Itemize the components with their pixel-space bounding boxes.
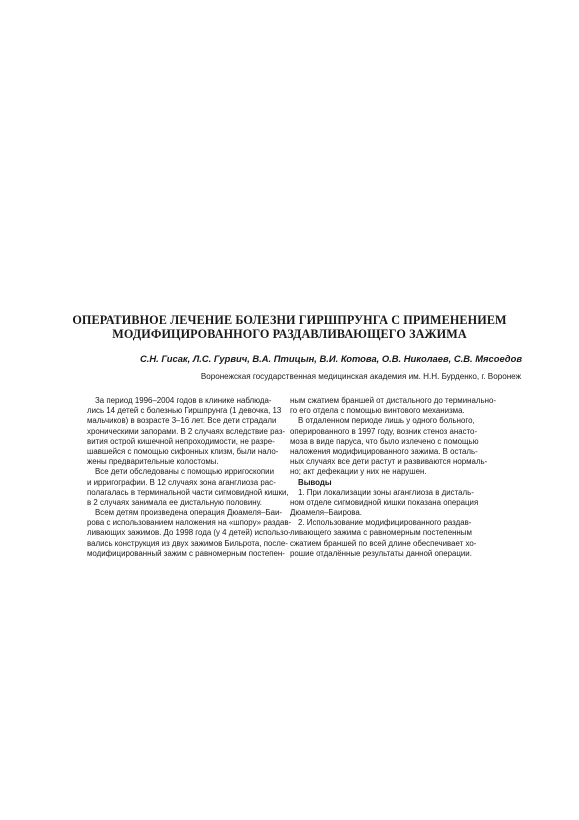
article-authors: С.Н. Гисак, Л.С. Гурвич, В.А. Птицын, В.И. Котова, О.В. Николаев, С.В. Мясоедов — [140, 353, 522, 364]
body-column-left — [87, 396, 292, 559]
article-title — [60, 313, 519, 341]
body-text-line: ливающего зажима с равномерным постепенным — [290, 528, 472, 538]
body-text-line: но; акт дефекации у них не нарушен. — [290, 467, 427, 477]
body-text-line: вития острой кишечной непроходимости, не разре- — [87, 436, 275, 446]
body-text-line: ных случаях все дети растут и развиваются нормаль- — [290, 457, 488, 467]
body-text-line: моза в виде паруса, что было излечено с помощью — [290, 436, 479, 446]
body-text-line: Все дети обследованы с помощью ирригоскопии — [95, 467, 274, 477]
body-text-line: вались конструкция из двух зажимов Бильрота, после- — [87, 538, 288, 548]
body-text-line: 1. При локализации зоны аганглиоза в дисталь- — [298, 487, 474, 497]
body-text-line: 2. Использование модифицированного раздав- — [298, 518, 472, 528]
body-text-line: го его отдела с помощью винтового механизма. — [290, 406, 465, 416]
body-text-line: За период 1996–2004 годов в клинике наблюда- — [95, 396, 272, 405]
body-text-line: жены предварительные колостомы. — [87, 457, 219, 467]
body-text-line: рошие отдалённые результаты данной операции. — [290, 548, 472, 558]
body-text-line: Всем детям произведена операция Дюамеля–Баи- — [95, 508, 283, 518]
body-text-line: ном отделе сигмовидной кишки показана операция — [290, 497, 479, 507]
body-text-line: и ирригографии. В 12 случаях зона аганглиоза рас- — [87, 477, 276, 487]
article-title-line: ОПЕРАТИВНОЕ ЛЕЧЕНИЕ БОЛЕЗНИ ГИРШПРУНГА С ПРИМЕНЕНИЕМ — [72, 313, 507, 327]
body-text-line: рова с использованием наложения на «шпору» раздав- — [87, 518, 292, 528]
body-text-line: Дюамеля–Баирова. — [290, 508, 362, 518]
body-text-line: полагалась в терминальной части сигмовидной кишки, — [87, 487, 289, 497]
body-column-right — [290, 396, 495, 559]
body-text-line: ным сжатием браншей от дистального до терминально- — [290, 396, 496, 405]
article-title-line: МОДИФИЦИРОВАННОГО РАЗДАВЛИВАЮЩЕГО ЗАЖИМА — [112, 327, 467, 341]
article-affiliation: Воронежская государственная медицинская академия им. Н.Н. Бурденко, г. Воронеж — [200, 372, 521, 381]
body-text-line: хроническими запорами. В 2 случаях вследствие раз- — [87, 426, 286, 436]
body-text-line: мальчиков) в возрасте 3–16 лет. Все дети страдали — [87, 416, 277, 426]
body-text-line: шавшейся с помощью сифонных клизм, были нало- — [87, 446, 279, 456]
body-text-line: сжатием браншей по всей длине обеспечивает хо- — [290, 538, 477, 548]
body-text-line: В отдаленном периоде лишь у одного больного, — [298, 416, 475, 426]
body-text-line: модифицированный зажим с равномерным постепен- — [87, 548, 285, 558]
body-text-line: оперированного в 1997 году, возник стеноз анасто- — [290, 426, 478, 436]
body-text-line: наложения модифицированного зажима. В осталь- — [290, 446, 478, 456]
body-text-line: ливающих зажимов. До 1998 года (у 4 детей) использо- — [87, 528, 291, 538]
body-text-line: в 2 случаях занимала ее дистальную половину. — [87, 497, 262, 507]
section-heading: Выводы — [298, 477, 332, 487]
body-text-line: лись 14 детей с болезнью Гиршпрунга (1 девочка, 13 — [87, 406, 282, 416]
